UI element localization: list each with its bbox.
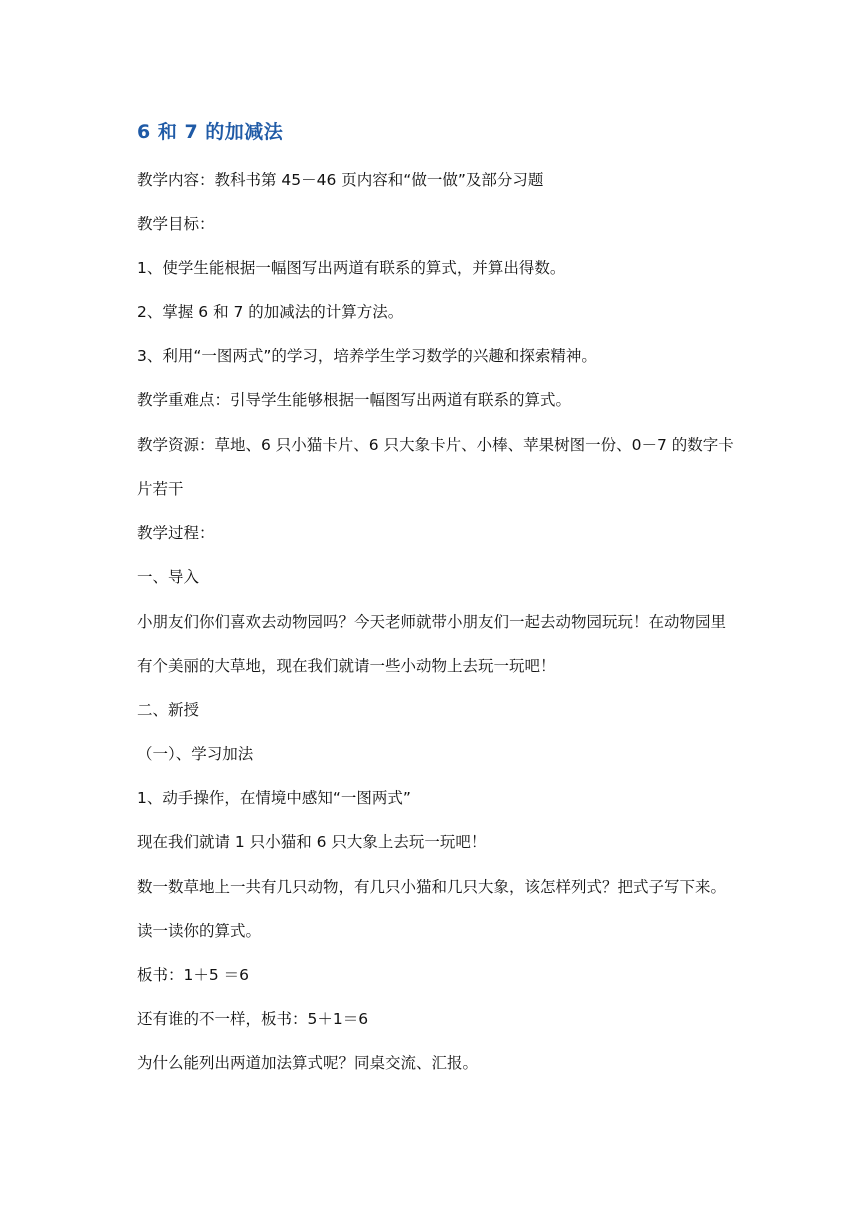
teaching-goals-heading: 教学目标： [137, 215, 215, 233]
subsection-addition-heading: （一）、学习加法 [137, 745, 254, 763]
goal-item-2: 2、掌握 6 和 7 的加减法的计算方法。 [137, 303, 404, 321]
board-writing-1: 板书：1＋5 ＝6 [137, 966, 250, 984]
goal-item-3: 3、利用“一图两式”的学习，培养学生学习数学的兴趣和探索精神。 [137, 347, 597, 365]
section-intro-heading: 一、导入 [137, 568, 200, 586]
lesson-paragraph-3: 为什么能列出两道加法算式呢？同桌交流、汇报。 [137, 1054, 479, 1072]
goal-item-1: 1、使学生能根据一幅图写出两道有联系的算式，并算出得数。 [137, 259, 566, 277]
teaching-content: 教学内容：教科书第 45－46 页内容和“做一做”及部分习题 [137, 171, 544, 189]
document-title: 6 和 7 的加减法 [137, 121, 284, 143]
teaching-process-heading: 教学过程： [137, 524, 215, 542]
section-new-lesson-heading: 二、新授 [137, 701, 200, 719]
step-1-heading: 1、动手操作，在情境中感知“一图两式” [137, 789, 411, 807]
lesson-paragraph-1: 现在我们就请 1 只小猫和 6 只大象上去玩一玩吧！ [137, 833, 487, 851]
intro-paragraph: 小朋友们你们喜欢去动物园吗？今天老师就带小朋友们一起去动物园玩玩！在动物园里有个美丽的大草地，现在我们就请一些小动物上去玩一玩吧！ [137, 613, 727, 675]
key-difficulty: 教学重难点：引导学生能够根据一幅图写出两道有联系的算式。 [137, 391, 572, 409]
board-writing-2: 还有谁的不一样，板书：5＋1＝6 [137, 1010, 369, 1028]
teaching-resources: 教学资源：草地、6 只小猫卡片、6 只大象卡片、小棒、苹果树图一份、0－7 的数字卡片若干 [137, 436, 734, 498]
lesson-paragraph-2: 数一数草地上一共有几只动物，有几只小猫和几只大象，该怎样列式？把式子写下来。读一读你的算式。 [137, 878, 727, 940]
document-body [137, 117, 737, 1096]
